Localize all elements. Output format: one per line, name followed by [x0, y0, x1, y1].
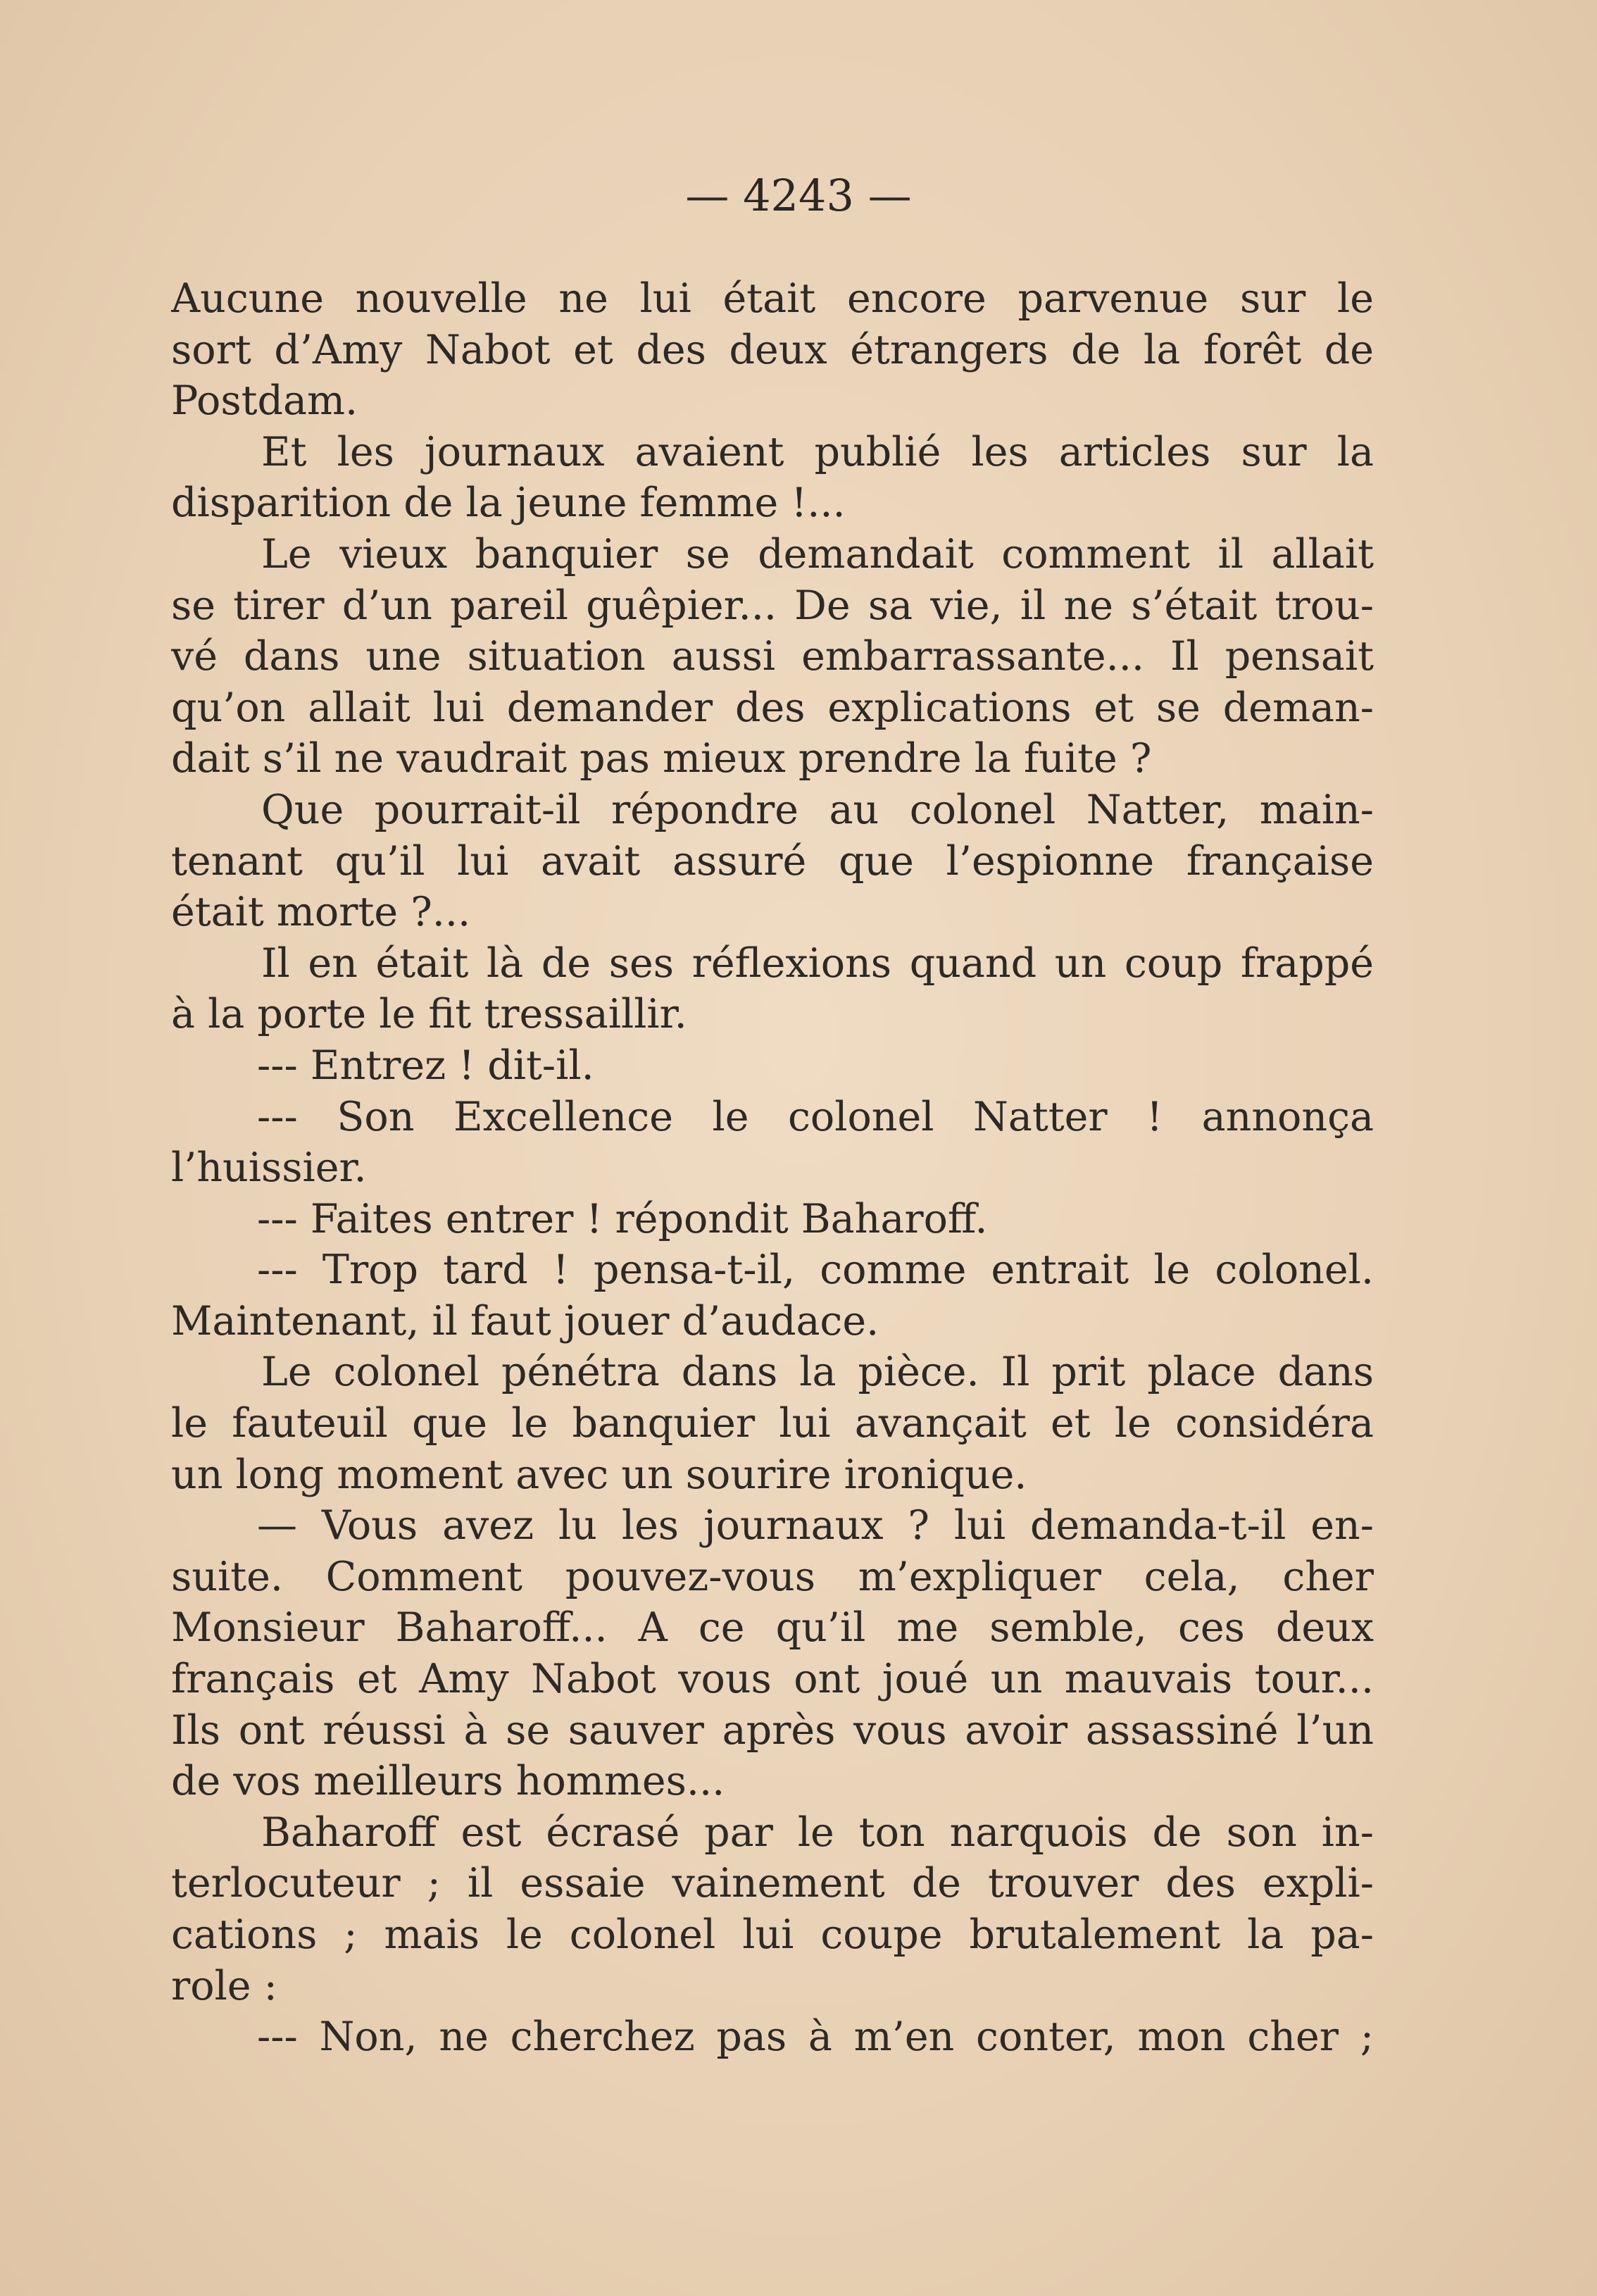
text-line: vé dans une situation aussi embarrassante... Il pensait: [171, 633, 1374, 680]
text-line: Le vieux banquier se demandait comment il allait: [261, 530, 1374, 578]
text-line: --- Entrez ! dit-il.: [257, 1042, 594, 1089]
text-line: Maintenant, il faut jouer d’audace.: [171, 1297, 879, 1344]
text-line: --- Trop tard ! pensa-t-il, comme entrait le colonel.: [257, 1247, 1374, 1294]
text-line: Il en était là de ses réflexions quand un coup frappé: [261, 940, 1374, 987]
text-line: tenant qu’il lui avait assuré que l’espionne française: [171, 837, 1374, 885]
text-line: Et les journaux avaient publié les articles sur la: [261, 428, 1374, 475]
text-line: Ils ont réussi à se sauver après vous avoir assassiné l’un: [171, 1707, 1374, 1754]
text-line: Aucune nouvelle ne lui était encore parvenue sur le: [171, 275, 1374, 322]
text-line: était morte ?...: [171, 889, 471, 936]
text-line: l’huissier.: [171, 1144, 367, 1192]
text-line: --- Non, ne cherchez pas à m’en conter, mon cher ;: [257, 2014, 1374, 2061]
text-line: Le colonel pénétra dans la pièce. Il prit place dans: [261, 1349, 1374, 1396]
text-line: role :: [171, 1962, 277, 2009]
text-line: --- Faites entrer ! répondit Baharoff.: [257, 1195, 988, 1242]
text-line: Que pourrait-il répondre au colonel Natter, main-: [261, 786, 1374, 833]
text-line: le fauteuil que le banquier lui avançait et le considéra: [171, 1400, 1374, 1447]
text-line: cations ; mais le colonel lui coupe brutalement la pa-: [171, 1911, 1374, 1958]
text-line: se tirer d’un pareil guêpier... De sa vie, il ne s’était trou-: [171, 582, 1374, 629]
text-line: terlocuteur ; il essaie vainement de trouver des expli-: [171, 1860, 1374, 1907]
text-line: Baharoff est écrasé par le ton narquois de son in-: [261, 1809, 1374, 1856]
text-line: français et Amy Nabot vous ont joué un mauvais tour...: [171, 1656, 1374, 1703]
text-line: à la porte le fit tressaillir.: [171, 991, 687, 1038]
text-line: disparition de la jeune femme !...: [171, 480, 846, 527]
text-line: qu’on allait lui demander des explications et se deman-: [171, 684, 1374, 731]
text-line: — Vous avez lu les journaux ? lui demanda-t-il en-: [257, 1502, 1374, 1549]
text-line: Monsieur Baharoff... A ce qu’il me semble, ces deux: [171, 1604, 1374, 1652]
text-line: de vos meilleurs hommes...: [171, 1758, 725, 1805]
text-line: Postdam.: [171, 378, 358, 425]
page-number: — 4243 —: [685, 170, 912, 221]
text-line: dait s’il ne vaudrait pas mieux prendre la fuite ?: [171, 735, 1152, 782]
text-line: un long moment avec un sourire ironique.: [171, 1451, 1027, 1498]
body-text: [171, 273, 1374, 2063]
text-line: sort d’Amy Nabot et des deux étrangers de la forêt de: [171, 326, 1374, 373]
text-line: --- Son Excellence le colonel Natter ! annonça: [257, 1093, 1374, 1140]
text-line: suite. Comment pouvez-vous m’expliquer cela, cher: [171, 1553, 1374, 1600]
